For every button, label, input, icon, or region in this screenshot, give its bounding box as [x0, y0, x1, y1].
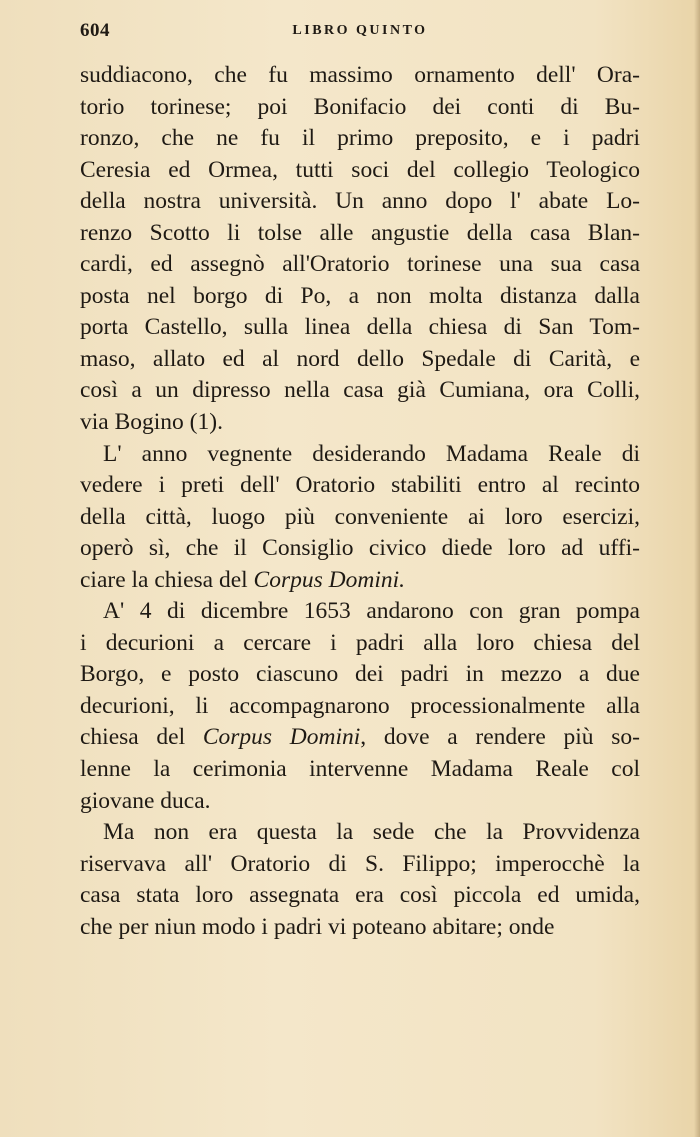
page-edge-shadow: [694, 0, 700, 1137]
text-segment: Ma non era questa la sede che la Provvidenza: [103, 819, 640, 846]
text-segment: ciare la chiesa del: [80, 566, 254, 593]
text-segment: della città, luogo più conveniente ai loro esercizi,: [80, 503, 640, 530]
page-number: 604: [80, 20, 110, 41]
text-line: [80, 880, 640, 912]
text-line: [80, 439, 640, 471]
paragraph: [80, 596, 640, 817]
text-segment: vedere i preti dell' Oratorio stabiliti entro al recinto: [80, 472, 640, 499]
text-line: [80, 786, 640, 818]
text-line: [80, 123, 640, 155]
text-segment: maso, allato ed al nord dello Spedale di Carità, e: [80, 345, 640, 372]
paragraph: [80, 60, 640, 439]
body-text: [80, 60, 640, 943]
text-line: [80, 155, 640, 187]
text-line: [80, 912, 640, 944]
running-head: LIBRO QUINTO: [292, 23, 428, 38]
text-line: [80, 60, 640, 92]
text-segment: suddiacono, che fu massimo ornamento dell' Ora-: [80, 62, 640, 88]
italic-text: Corpus Domini.: [253, 566, 405, 593]
text-segment: i decurioni a cercare i padri alla loro chiesa del: [80, 629, 640, 656]
text-segment: cardi, ed assegnò all'Oratorio torinese una sua casa: [80, 251, 640, 278]
text-line: [80, 249, 640, 281]
text-segment: torio torinese; poi Bonifacio dei conti di Bu-: [80, 93, 640, 120]
text-segment: posta nel borgo di Po, a non molta distanza dalla: [80, 282, 640, 309]
text-segment: che per niun modo i padri vi poteano abitare; onde: [80, 913, 555, 940]
page-header: [80, 20, 640, 44]
text-line: [80, 722, 640, 754]
text-segment: L' anno vegnente desiderando Madama Reale di: [103, 440, 640, 467]
text-segment: lenne la cerimonia intervenne Madama Reale col: [80, 756, 640, 783]
text-line: [80, 849, 640, 881]
text-line: [80, 186, 640, 218]
text-segment: della nostra università. Un anno dopo l' abate Lo-: [80, 188, 640, 215]
text-segment: , dove a rendere più so-: [360, 724, 640, 751]
text-line: [80, 281, 640, 313]
text-line: [80, 565, 640, 597]
text-line: [80, 596, 640, 628]
text-line: [80, 754, 640, 786]
text-segment: riservava all' Oratorio di S. Filippo; imperocchè la: [80, 850, 640, 877]
text-segment: così a un dipresso nella casa già Cumiana, ora Colli,: [80, 377, 640, 404]
text-line: [80, 470, 640, 502]
text-line: [80, 817, 640, 849]
text-segment: A' 4 di dicembre 1653 andarono con gran pompa: [103, 598, 640, 625]
text-segment: ronzo, che ne fu il primo preposito, e i padri: [80, 125, 640, 152]
text-line: [80, 407, 640, 439]
text-segment: giovane duca.: [80, 787, 211, 814]
text-line: [80, 691, 640, 723]
text-line: [80, 502, 640, 534]
text-line: [80, 344, 640, 376]
text-segment: Ceresia ed Ormea, tutti soci del collegio Teologico: [80, 156, 640, 183]
text-segment: renzo Scotto li tolse alle angustie della casa Blan-: [80, 219, 640, 246]
text-line: [80, 533, 640, 565]
italic-text: Corpus Domini: [202, 724, 361, 751]
text-line: [80, 92, 640, 124]
text-segment: chiesa del: [80, 724, 203, 751]
text-line: [80, 218, 640, 250]
text-line: [80, 375, 640, 407]
text-segment: operò sì, che il Consiglio civico diede loro ad uffi-: [80, 535, 640, 562]
text-line: [80, 659, 640, 691]
text-line: [80, 312, 640, 344]
text-segment: via Bogino (1).: [80, 409, 223, 436]
text-segment: casa stata loro assegnata era così piccola ed umida,: [80, 882, 640, 909]
text-segment: Borgo, e posto ciascuno dei padri in mezzo a due: [80, 661, 640, 688]
paragraph: [80, 439, 640, 597]
text-line: [80, 628, 640, 660]
text-segment: decurioni, li accompagnarono processionalmente alla: [80, 692, 640, 719]
text-segment: porta Castello, sulla linea della chiesa di San Tom-: [80, 314, 640, 341]
paragraph: [80, 817, 640, 943]
